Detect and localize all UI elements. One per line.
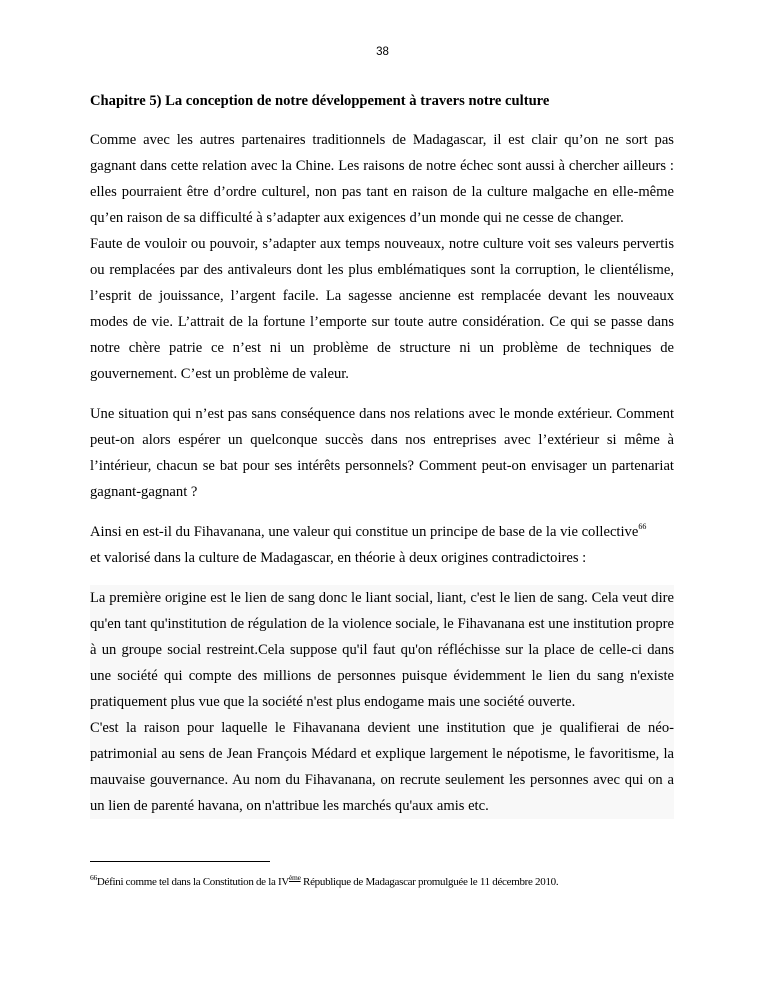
chapter-title: Chapitre 5) La conception de notre développement à travers notre culture: [90, 93, 550, 109]
page-number: 38: [376, 46, 389, 58]
paragraph: La première origine est le lien de sang donc le liant social, liant, c'est le lien de sang. Cela veut dire qu'en tant qu'institution de régulation de la violence sociale, le Fihavanana est une institution propre à un groupe social restreint.Cela suppose qu'il faut qu'on réfléchisse sur la place de celle-ci dans une société qui compte des millions de personnes puisque évidemment le lien du sang n'existe pratiquement plus vue que la société n'est plus endogame mais une société ouverte.: [90, 590, 674, 710]
paragraph-text: Ainsi en est-il du Fihavanana, une valeur qui constitue un principe de base de la vie collective: [90, 524, 639, 540]
footnote: [90, 875, 690, 889]
footnote-separator: [90, 861, 270, 862]
paragraph: Comme avec les autres partenaires traditionnels de Madagascar, il est clair qu’on ne sort pas gagnant dans cette relation avec la Chine. Les raisons de notre échec sont aussi à chercher ailleurs : elles pourraient être d’ordre culturel, non pas tant en raison de la culture malgache en elle-même qu’en raison de sa difficulté à s’adapter aux exigences d’un monde qui ne cesse de changer.: [90, 132, 674, 226]
paragraph: [90, 519, 674, 571]
paragraph: Une situation qui n’est pas sans conséquence dans nos relations avec le monde extérieur. Comment peut-on alors espérer un quelconque succès dans nos entreprises avec l’extérieur si même à l’intérieur, chacun se bat pour ses intérêts personnels? Comment peut-on envisager un partenariat gagnant-gagnant ?: [90, 406, 674, 500]
footnote-ordinal: ème: [289, 873, 301, 882]
paragraph: C'est la raison pour laquelle le Fihavanana devient une institution que je qualifierai de néo-patrimonial au sens de Jean François Médard et explique largement le népotisme, le favoritisme, la mauvaise gouvernance. Au nom du Fihavanana, on recrute seulement les personnes avec qui on a un lien de parenté havana, on n'attribue les marchés qu'aux amis etc.: [90, 720, 674, 814]
footnote-text: Défini comme tel dans la Constitution de la IV: [96, 876, 290, 888]
body-text: [90, 127, 674, 819]
footnote-text-end: République de Madagascar promulguée le 11 décembre 2010.: [300, 876, 559, 888]
footnote-reference: 66: [638, 522, 647, 531]
paragraph-text: et valorisé dans la culture de Madagascar, en théorie à deux origines contradictoires :: [90, 550, 587, 566]
shaded-block: [90, 585, 674, 819]
paragraph: Faute de vouloir ou pouvoir, s’adapter aux temps nouveaux, notre culture voit ses valeurs pervertis ou remplacées par des antivaleurs dont les plus emblématiques sont la corruption, le clientélisme, l’esprit de jouissance, l’argent facile. La sagesse ancienne est remplacée devant les nouveaux modes de vie. L’attrait de la fortune l’emporte sur toute autre considération. Ce qui se passe dans notre chère patrie ce n’est ni un problème de structure ni un problème de techniques de gouvernement. C’est un problème de valeur.: [90, 236, 674, 382]
footnote-number: 66: [90, 873, 97, 882]
